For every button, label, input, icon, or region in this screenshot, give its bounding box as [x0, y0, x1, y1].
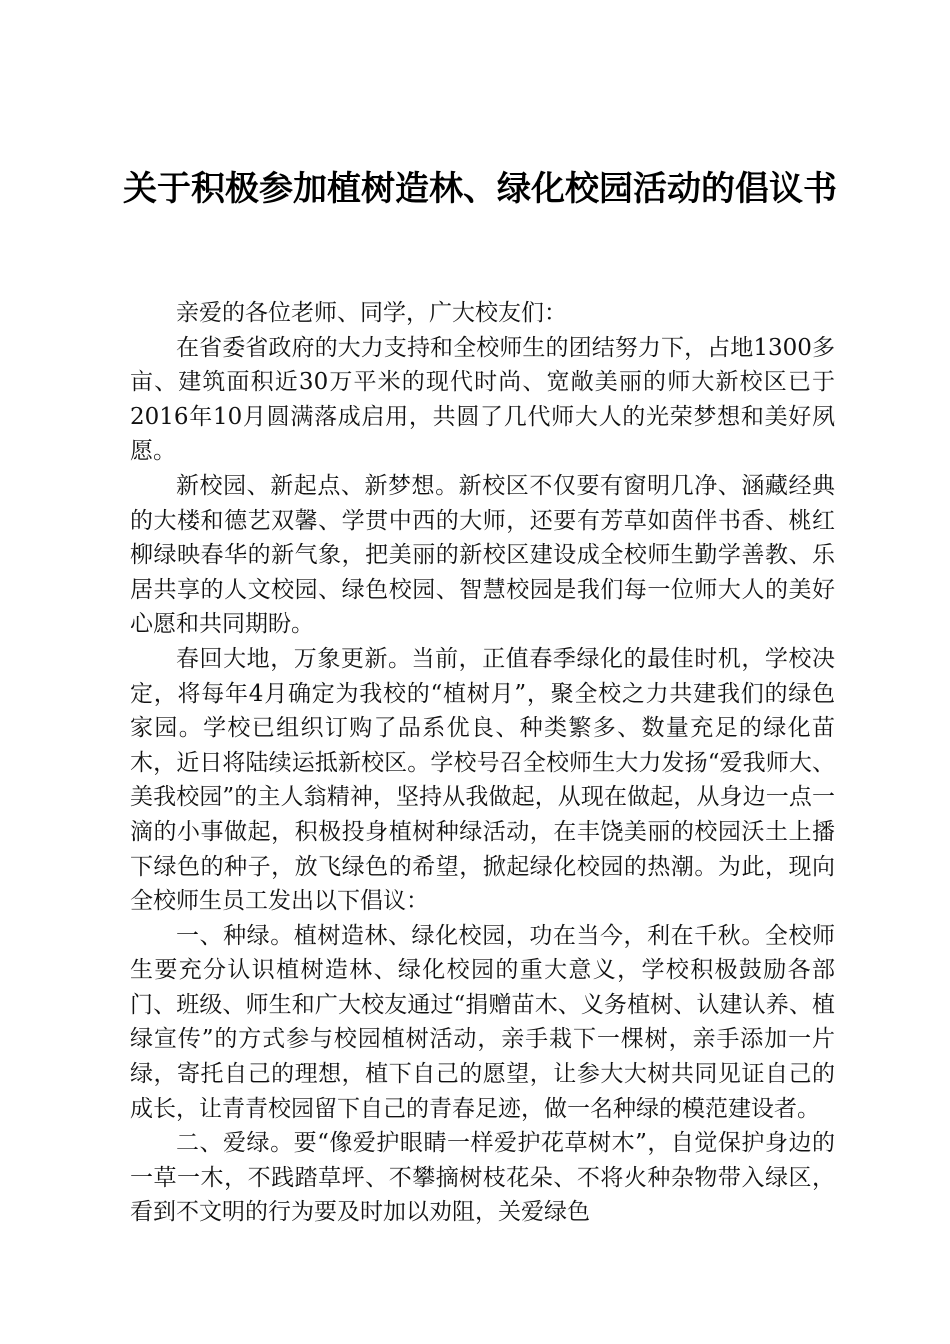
body-paragraph-1: 在省委省政府的大力支持和全校师生的团结努力下，占地1300多亩、建筑面积近30万平米的现代时尚、宽敞美丽的师大新校区已于2016年10月圆满落成启用，共圆了几代师大人的光荣梦想和美好夙愿。	[130, 334, 835, 465]
body-paragraph-3: 春回大地，万象更新。当前，正值春季绿化的最佳时机，学校决定，将每年4月确定为我校的“植树月”，聚全校之力共建我们的绿色家园。学校已组织订购了品系优良、种类繁多、数量充足的绿化苗木，近日将陆续运抵新校区。学校号召全校师生大力发扬“爱我师大、美我校园”的主人翁精神，坚持从我做起，从现在做起，从身边一点一滴的小事做起，积极投身植树种绿活动，在丰饶美丽的校园沃土上播下绿色的种子，放飞绿色的希望，掀起绿化校园的热潮。为此，现向全校师生员工发出以下倡议：	[130, 645, 835, 915]
document-body	[130, 296, 835, 1230]
proposal-item-1: 一、种绿。植树造林、绿化校园，功在当今，利在千秋。全校师生要充分认识植树造林、绿化校园的重大意义，学校积极鼓励各部门、班级、师生和广大校友通过“捐赠苗木、义务植树、认建认养、植绿宣传”的方式参与校园植树活动，亲手栽下一棵树，亲手添加一片绿，寄托自己的理想，植下自己的愿望，让参大大树共同见证自己的成长，让青青校园留下自己的青春足迹，做一名种绿的模范建设者。	[130, 922, 835, 1122]
salutation-paragraph: 亲爱的各位老师、同学，广大校友们：	[176, 300, 567, 326]
body-paragraph-2: 新校园、新起点、新梦想。新校区不仅要有窗明几净、涵藏经典的大楼和德艺双馨、学贯中西的大师，还要有芳草如茵伴书香、桃红柳绿映春华的新气象，把美丽的新校区建设成全校师生勤学善教、乐居共享的人文校园、绿色校园、智慧校园是我们每一位师大人的美好心愿和共同期盼。	[130, 472, 835, 638]
proposal-item-2: 二、爱绿。要“像爱护眼睛一样爱护花草树木”，自觉保护身边的一草一木，不践踏草坪、不攀摘树枝花朵、不将火种杂物带入绿区，看到不文明的行为要及时加以劝阻，关爱绿色	[130, 1130, 835, 1226]
document-title: 关于积极参加植树造林、绿化校园活动的倡议书	[123, 169, 837, 209]
